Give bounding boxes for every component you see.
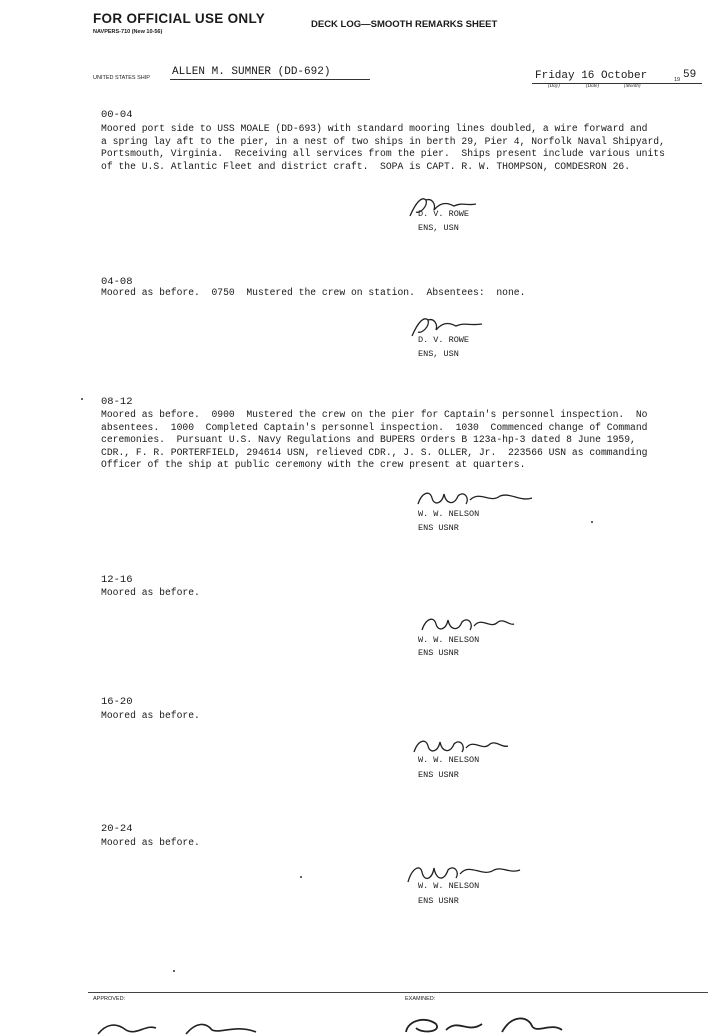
watch-label-12-16: 12-16 — [101, 574, 133, 586]
signer-rank-00-04: ENS, USN — [418, 223, 459, 233]
scan-speck — [81, 398, 83, 400]
remarks-00-04: Moored port side to USS MOALE (DD-693) with standard mooring lines doubled, a wire forward and a spring lay aft to the pier, in a nest of two ships in berth 29, Pier 4, Norfolk Naval Shipyard, Portsmouth, Virginia. Receiving all services from the pier. Ships present include various units of the U.S. Atlantic Fleet and district craft. SOPA is CAPT. R. W. THOMPSON, COMDESRON 26. — [101, 123, 665, 172]
signer-rank-04-08: ENS, USN — [418, 349, 459, 359]
log-date: Friday 16 October — [535, 70, 648, 82]
approved-label: APPROVED: — [93, 996, 126, 1002]
signer-name-04-08: D. V. ROWE — [418, 335, 470, 345]
signer-name-00-04: D. V. ROWE — [418, 209, 470, 219]
sheet-title: DECK LOG—SMOOTH REMARKS SHEET — [311, 19, 498, 30]
watch-label-16-20: 16-20 — [101, 696, 133, 708]
date-caption: (Date) — [586, 84, 600, 89]
signer-rank-20-24: ENS USNR — [418, 896, 459, 906]
watch-label-08-12: 08-12 — [101, 396, 133, 408]
footer-rule — [88, 992, 708, 993]
ship-label: UNITED STATES SHIP — [93, 75, 150, 81]
signer-name-12-16: W. W. NELSON — [418, 635, 480, 645]
signer-rank-12-16: ENS USNR — [418, 648, 459, 658]
signer-name-16-20: W. W. NELSON — [418, 755, 480, 765]
watch-label-00-04: 00-04 — [101, 109, 133, 121]
scan-speck — [173, 970, 175, 972]
month-caption: (Month) — [624, 84, 641, 89]
signer-rank-16-20: ENS USNR — [418, 770, 459, 780]
remarks-04-08: Moored as before. 0750 Mustered the crew on station. Absentees: none. — [101, 287, 526, 298]
year-prefix: 19 — [674, 77, 681, 83]
scan-speck — [300, 876, 302, 878]
remarks-12-16: Moored as before. — [101, 587, 200, 598]
signer-name-20-24: W. W. NELSON — [418, 881, 480, 891]
remarks-16-20: Moored as before. — [101, 710, 200, 721]
day-caption: (Day) — [548, 84, 560, 89]
signer-rank-08-12: ENS USNR — [418, 523, 459, 533]
signer-name-08-12: W. W. NELSON — [418, 509, 480, 519]
remarks-08-12: Moored as before. 0900 Mustered the crew on the pier for Captain's personnel inspection. No absentees. 1000 Completed Captain's personnel inspection. 1030 Commenced change of Command ceremonies. Pursuant U.S. Navy Regulations and BUPERS Orders B 123a-hp-3 dated 8 June 1959, CDR., F. R. PORTERFIELD, 294614 USN, relieved CDR., J. S. OLLER, Jr. 223566 USN as commanding Officer of the ship at public ceremony with the crew present at quarters. — [101, 409, 648, 470]
approved-signature — [96, 1016, 266, 1036]
watch-label-20-24: 20-24 — [101, 823, 133, 835]
watch-label-04-08: 04-08 — [101, 276, 133, 288]
form-number: NAVPERS-710 (New 10-56) — [93, 29, 163, 35]
examined-label: EXAMINED: — [405, 996, 436, 1002]
examined-signature — [402, 1012, 572, 1036]
scan-speck — [591, 521, 593, 523]
log-year: 59 — [683, 69, 697, 81]
remarks-20-24: Moored as before. — [101, 837, 200, 848]
ship-name: ALLEN M. SUMNER (DD-692) — [172, 66, 331, 78]
official-use-heading: FOR OFFICIAL USE ONLY — [93, 11, 266, 26]
ship-underline — [170, 79, 370, 80]
